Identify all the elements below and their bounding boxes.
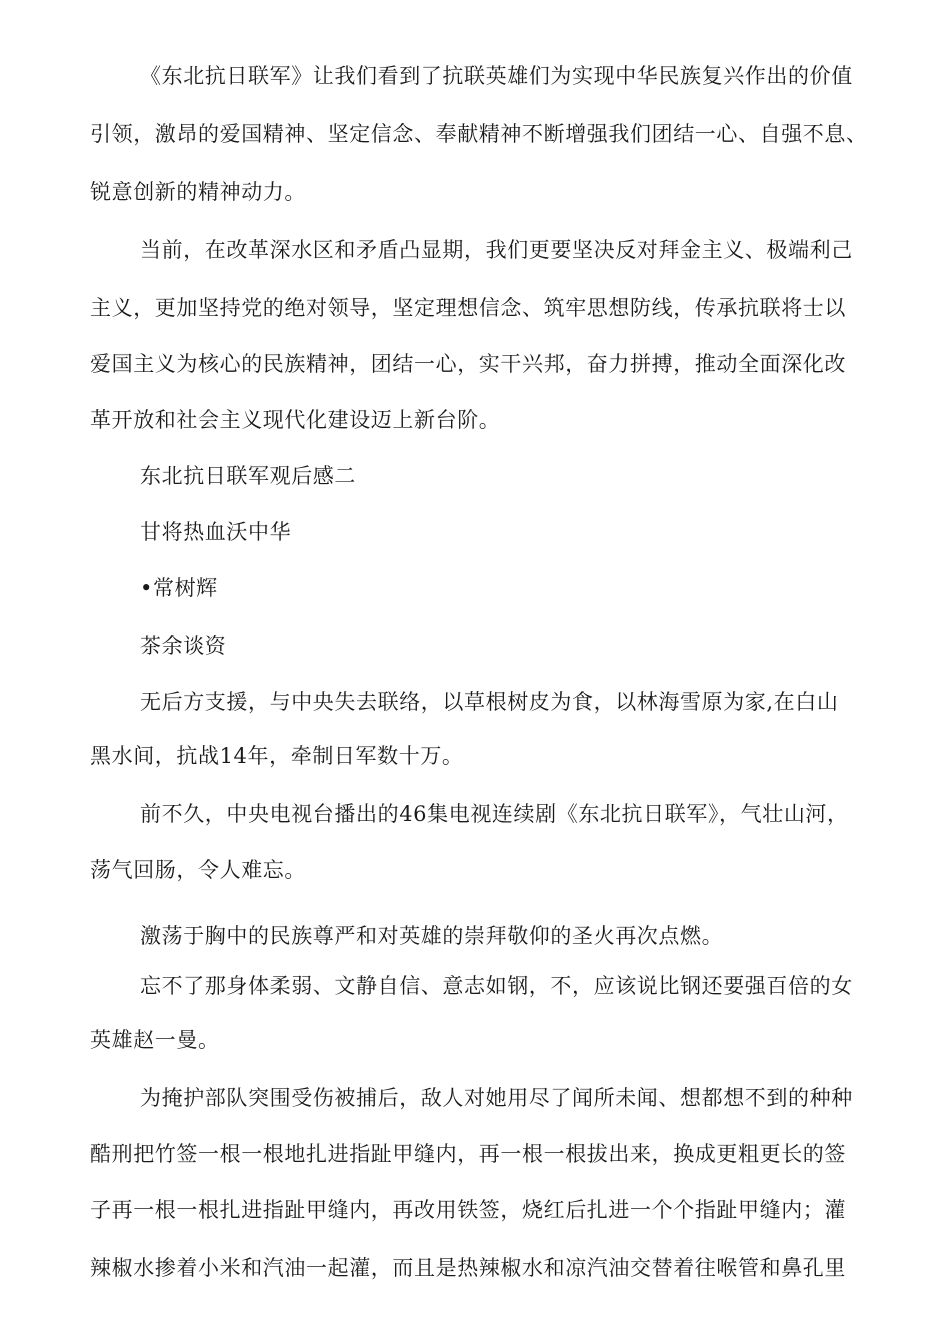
paragraph-line: 英雄赵一曼。: [90, 1028, 220, 1052]
paragraph-line: 忘不了那身体柔弱、文静自信、意志如钢，不，应该说比钢还要强百倍的女: [140, 974, 853, 998]
column-name: 茶余谈资: [140, 634, 227, 658]
paragraph-line: 爱国主义为核心的民族精神，团结一心，实干兴邦，奋力拼搏，推动全面深化改: [90, 352, 846, 376]
paragraph-line: 子再一根一根扎进指趾甲缝内，再改用铁签，烧红后扎进一个个指趾甲缝内；灌: [90, 1198, 846, 1222]
author-byline: •常树辉: [140, 576, 218, 600]
paragraph-line: 当前，在改革深水区和矛盾凸显期，我们更要坚决反对拜金主义、极端利己: [140, 238, 853, 262]
paragraph-line: 革开放和社会主义现代化建设迈上新台阶。: [90, 408, 501, 432]
paragraph-line: 辣椒水掺着小米和汽油一起灌，而且是热辣椒水和凉汽油交替着往喉管和鼻孔里: [90, 1256, 846, 1280]
paragraph-line: 锐意创新的精神动力。: [90, 180, 306, 204]
paragraph-line: 酷刑把竹签一根一根地扎进指趾甲缝内，再一根一根拔出来，换成更粗更长的签: [90, 1142, 846, 1166]
paragraph-line: 无后方支援，与中央失去联络，以草根树皮为食，以林海雪原为家,在白山: [140, 690, 839, 714]
paragraph-line: 荡气回肠，令人难忘。: [90, 858, 306, 882]
paragraph-line: 引领，激昂的爱国精神、坚定信念、奉献精神不断增强我们团结一心、自强不息、: [90, 122, 868, 146]
section-heading: 东北抗日联军观后感二: [140, 464, 356, 488]
paragraph-line: 前不久，中央电视台播出的46集电视连续剧《东北抗日联军》，气壮山河，: [140, 802, 849, 826]
paragraph-line: 主义，更加坚持党的绝对领导，坚定理想信念、筑牢思想防线，传承抗联将士以: [90, 296, 846, 320]
paragraph-line: 黑水间，抗战14年，牵制日军数十万。: [90, 744, 464, 768]
paragraph-line: 《东北抗日联军》让我们看到了抗联英雄们为实现中华民族复兴作出的价值: [140, 64, 853, 88]
article-title: 甘将热血沃中华: [140, 520, 292, 544]
paragraph-line: 为掩护部队突围受伤被捕后，敌人对她用尽了闻所未闻、想都想不到的种种: [140, 1086, 853, 1110]
paragraph-line: 激荡于胸中的民族尊严和对英雄的崇拜敬仰的圣火再次点燃。: [140, 924, 724, 948]
